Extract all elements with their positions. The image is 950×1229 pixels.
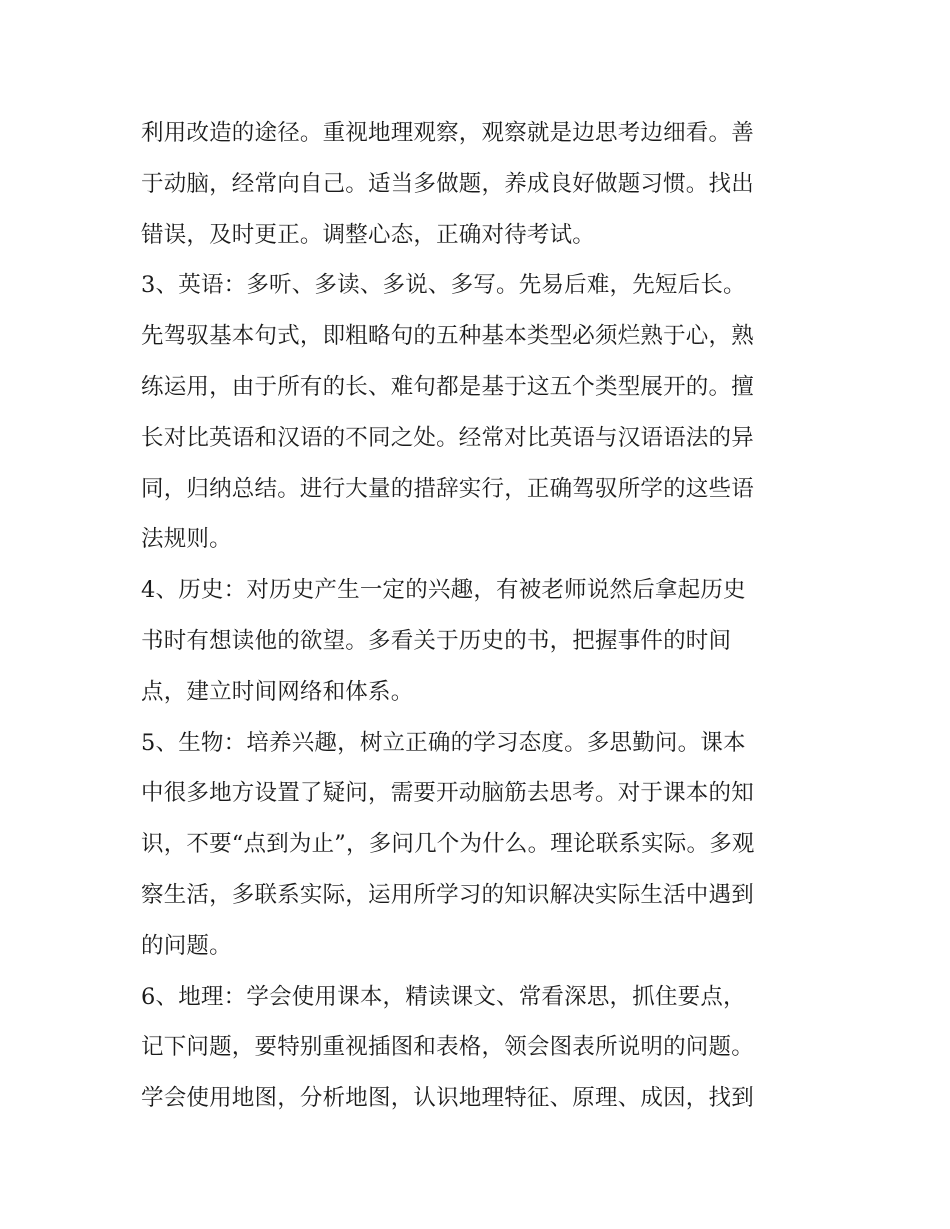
text-line: 练运用，由于所有的长、难句都是基于这五个类型展开的。擅 bbox=[141, 373, 754, 400]
text-line: 记下问题，要特别重视插图和表格，领会图表所说明的问题。 bbox=[141, 1034, 754, 1061]
text-line: 长对比英语和汉语的不同之处。经常对比英语与汉语语法的异 bbox=[141, 424, 754, 451]
text-line: 点，建立时间网络和体系。 bbox=[141, 678, 414, 705]
text-line: 中很多地方设置了疑问，需要开动脑筋去思考。对于课本的知 bbox=[141, 780, 754, 807]
text-line: 4、历史：对历史产生一定的兴趣，有被老师说然后拿起历史 bbox=[141, 577, 746, 604]
text-line: 5、生物：培养兴趣，树立正确的学习态度。多思勤问。课本 bbox=[141, 729, 746, 756]
text-line: 学会使用地图，分析地图，认识地理特征、原理、成因，找到 bbox=[141, 1085, 754, 1112]
text-line: 的问题。 bbox=[141, 932, 232, 959]
text-line: 法规则。 bbox=[141, 526, 232, 553]
text-line: 于动脑，经常向自己。适当多做题，养成良好做题习惯。找出 bbox=[141, 170, 754, 197]
document-body bbox=[141, 108, 813, 1124]
text-line: 先驾驭基本句式，即粗略句的五种基本类型必须烂熟于心，熟 bbox=[141, 323, 754, 350]
text-line: 识，不要“点到为止”，多问几个为什么。理论联系实际。多观 bbox=[141, 831, 755, 858]
text-line: 利用改造的途径。重视地理观察，观察就是边思考边细看。善 bbox=[141, 120, 754, 146]
text-line: 同，归纳总结。进行大量的措辞实行，正确驾驭所学的这些语 bbox=[141, 475, 754, 502]
text-line: 错误，及时更正。调整心态，正确对待考试。 bbox=[141, 221, 596, 248]
text-line: 3、英语：多听、多读、多说、多写。先易后难，先短后长。 bbox=[141, 272, 746, 299]
text-line: 察生活，多联系实际，运用所学习的知识解决实际生活中遇到 bbox=[141, 881, 754, 908]
text-line: 6、地理：学会使用课本，精读课文、常看深思，抓住要点， bbox=[141, 983, 746, 1010]
text-line: 书时有想读他的欲望。多看关于历史的书，把握事件的时间 bbox=[141, 627, 732, 654]
